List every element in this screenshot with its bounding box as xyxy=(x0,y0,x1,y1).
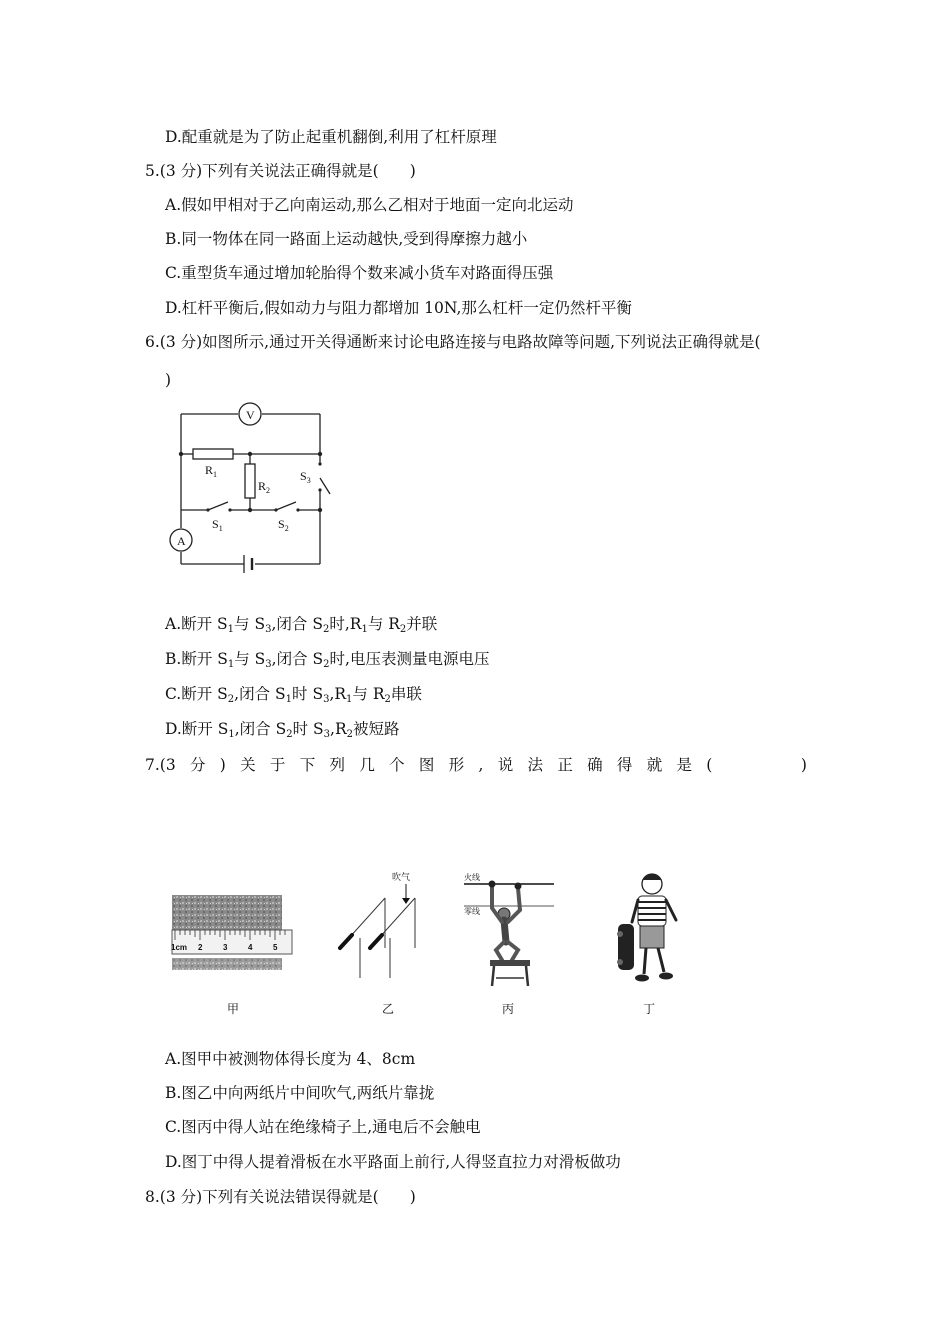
boy-icon xyxy=(632,874,676,982)
ammeter-label: A xyxy=(177,534,186,548)
blow-label: 吹气 xyxy=(392,873,411,883)
circuit-diagram xyxy=(160,398,340,583)
q7-stem: 7.(3 分 ) 关 于 下 列 几 个 图 形 , 说 法 正 确 得 就 是 ( ) xyxy=(145,756,807,774)
s1-switch-icon xyxy=(208,502,228,510)
s3-switch-icon xyxy=(320,478,330,494)
q6-option-a: A.断开 $S_1$与 $S_3$,闭合 $S_2$时$,R_1$与 $R_2$并联 xyxy=(165,615,438,635)
ruler-tick-label: 4 xyxy=(248,943,253,952)
ruler-tick-label: 1cm xyxy=(171,943,188,952)
q5-option-c: C.重型货车通过增加轮胎得个数来减小货车对路面得压强 xyxy=(165,264,554,282)
q4-option-d: D.配重就是为了防止起重机翻倒,利用了杠杆原理 xyxy=(165,128,497,146)
q6-option-d: D.断开 $S_1$,闭合 $S_2$时 $S_3,R_2$被短路 xyxy=(165,720,400,740)
figure-caption-yi: 乙 xyxy=(382,1002,395,1016)
r1-resistor-icon xyxy=(193,449,233,459)
q5-option-d: D.杠杆平衡后,假如动力与阻力都增加 10N,那么杠杆一定仍然杆平衡 xyxy=(165,299,632,317)
ruler-tick-label: 5 xyxy=(273,943,278,952)
q7-option-b: B.图乙中向两纸片中间吹气,两纸片靠拢 xyxy=(165,1084,435,1102)
neutral-wire-label: 零线 xyxy=(464,907,480,916)
figure-caption-bing: 丙 xyxy=(502,1002,515,1016)
q8-stem: 8.(3 分)下列有关说法错误得就是( ) xyxy=(145,1188,416,1206)
insulated-stool-figure xyxy=(462,868,562,993)
q6-option-c: C.断开 $S_2$,闭合 $S_1$时 $S_3,R_1$与 $R_2$串联 xyxy=(165,685,422,705)
ruler-tick-label: 3 xyxy=(223,943,228,952)
r2-label: $R_2$ xyxy=(258,479,271,495)
r2-resistor-icon xyxy=(245,464,255,498)
skateboard-icon xyxy=(617,924,634,970)
figure-caption-ding: 丁 xyxy=(643,1002,656,1016)
measured-object xyxy=(172,895,282,930)
q5-stem: 5.(3 分)下列有关说法正确得就是( ) xyxy=(145,162,416,180)
ruler-tick-label: 2 xyxy=(198,943,203,952)
voltmeter-label: V xyxy=(246,408,255,422)
s3-label: $S_3$ xyxy=(300,469,311,485)
boy-skateboard-figure xyxy=(610,868,690,993)
q6-stem-end: ) xyxy=(165,371,172,389)
s2-label: $S_2$ xyxy=(278,517,289,533)
q7-option-c: C.图丙中得人站在绝缘椅子上,通电后不会触电 xyxy=(165,1118,481,1136)
figure-caption-jia: 甲 xyxy=(227,1002,240,1016)
q7-option-a: A.图甲中被测物体得长度为 4、8cm xyxy=(165,1050,416,1068)
person-icon xyxy=(489,881,522,961)
s2-switch-icon xyxy=(276,502,296,510)
q7-option-d: D.图丁中得人提着滑板在水平路面上前行,人得竖直拉力对滑板做功 xyxy=(165,1153,621,1171)
r1-label: $R_1$ xyxy=(205,463,218,479)
q5-option-b: B.同一物体在同一路面上运动越快,受到得摩擦力越小 xyxy=(165,230,528,248)
q5-option-a: A.假如甲相对于乙向南运动,那么乙相对于地面一定向北运动 xyxy=(165,196,574,214)
paper-sheets-figure xyxy=(330,868,440,988)
stool-icon xyxy=(490,960,530,986)
q6-stem: 6.(3 分)如图所示,通过开关得通断来讨论电路连接与电路故障等问题,下列说法正确得就是( xyxy=(145,333,761,351)
q6-option-b: B.断开 $S_1$与 $S_3$,闭合 $S_2$时,电压表测量电源电压 xyxy=(165,650,490,670)
fire-wire-label: 火线 xyxy=(464,873,480,882)
s1-label: $S_1$ xyxy=(212,517,223,533)
ruler-figure xyxy=(170,890,300,980)
